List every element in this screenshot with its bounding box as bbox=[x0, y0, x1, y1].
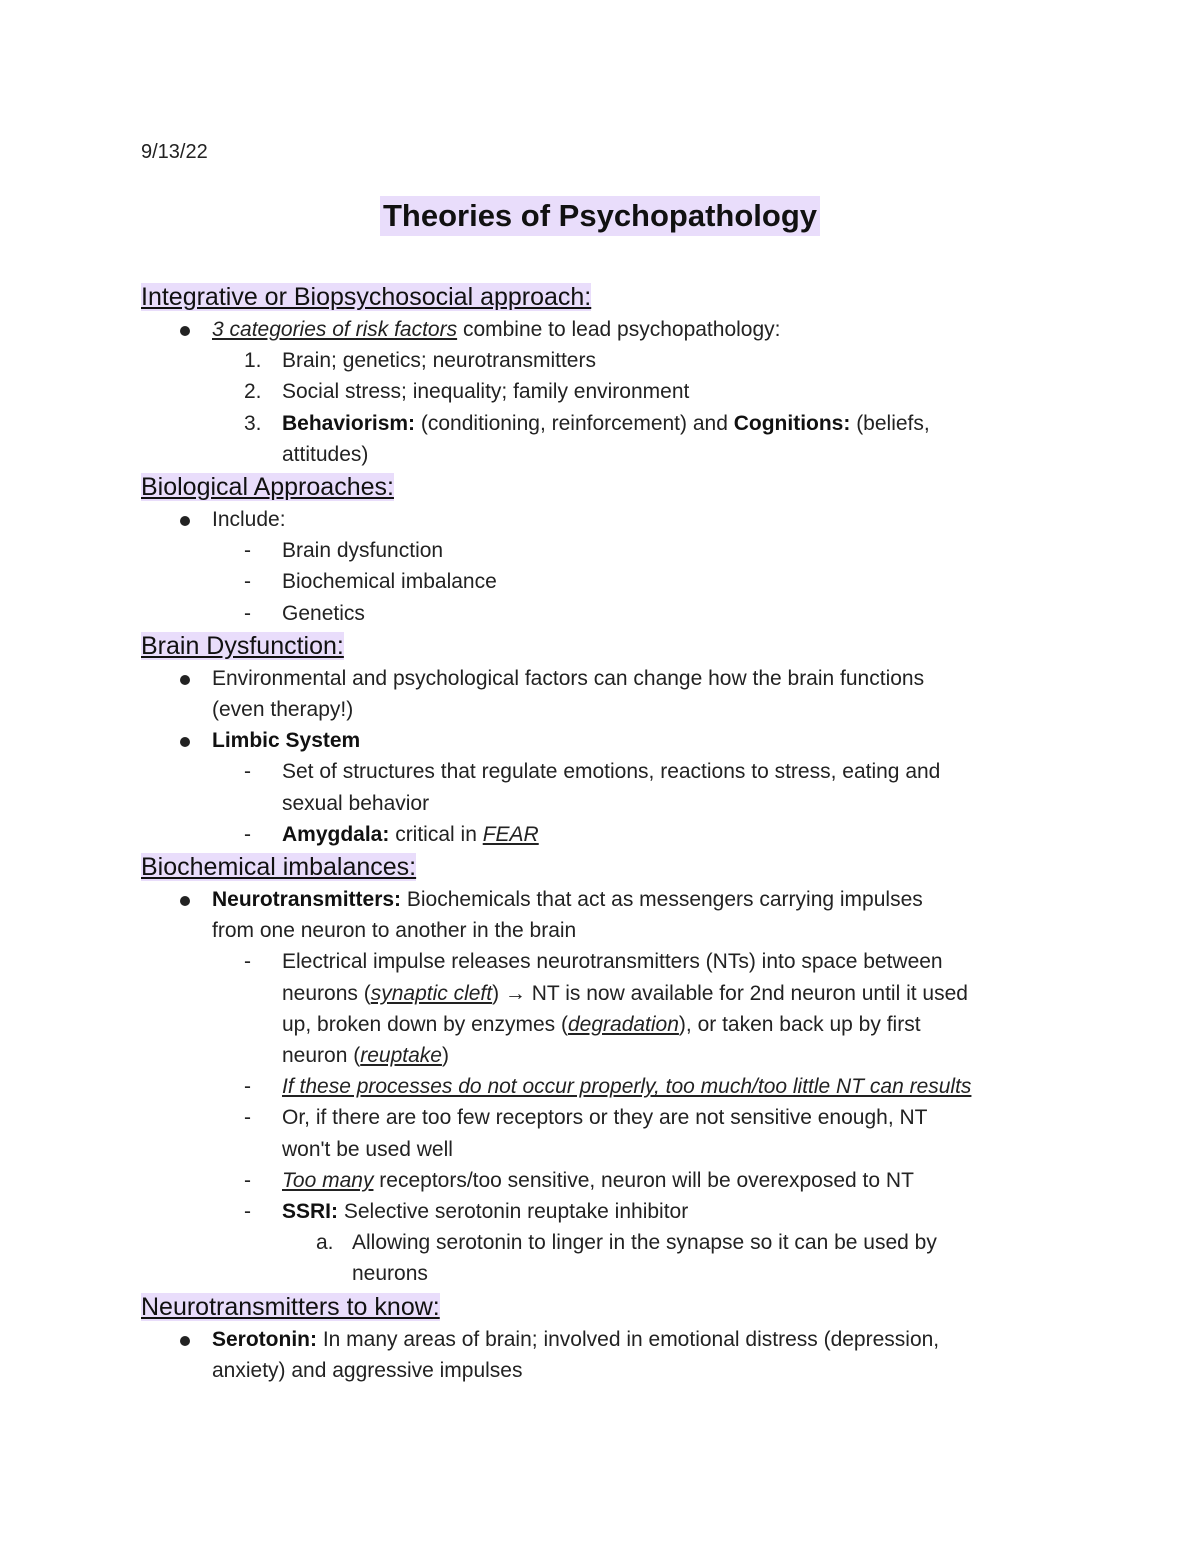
bullet-icon bbox=[180, 675, 190, 685]
dash-item-continuation: neuron (reuptake) bbox=[282, 1044, 449, 1068]
dash-marker: - bbox=[244, 1200, 251, 1224]
list-item-continuation: from one neuron to another in the brain bbox=[212, 919, 577, 943]
notes-body bbox=[141, 280, 1071, 1386]
emphasis-text: Too many bbox=[282, 1168, 374, 1192]
emphasis-text: 3 categories of risk factors bbox=[212, 318, 458, 341]
page-title: Theories of Psychopathology bbox=[380, 196, 820, 236]
emphasis-text: If these processes do not occur properly, too much/too little NT can results bbox=[282, 1075, 972, 1099]
heading-integrative: Integrative or Biopsychosocial approach: bbox=[141, 283, 592, 311]
dash-marker: - bbox=[244, 601, 251, 625]
letter-marker: a. bbox=[316, 1231, 334, 1255]
dash-item: - Amygdala: critical in FEAR bbox=[141, 819, 1071, 850]
dash-item: - Electrical impulse releases neurotransmitters (NTs) into space between bbox=[141, 946, 1071, 977]
dash-item-continuation: won't be used well bbox=[282, 1137, 453, 1161]
dash-item-continuation: up, broken down by enzymes (degradation), or taken back up by first bbox=[282, 1012, 921, 1036]
numbered-item: 2. Social stress; inequality; family environment bbox=[141, 376, 1071, 407]
number-marker: 1. bbox=[244, 349, 262, 373]
dash-marker: - bbox=[244, 1106, 251, 1130]
numbered-item: 1. Brain; genetics; neurotransmitters bbox=[141, 345, 1071, 376]
numbered-item: 3. Behaviorism: (conditioning, reinforcement) and Cognitions: (beliefs, bbox=[141, 408, 1071, 439]
heading-brain-dysfunction: Brain Dysfunction: bbox=[141, 631, 344, 660]
emphasis-text: degradation bbox=[567, 1012, 679, 1036]
dash-marker: - bbox=[244, 1075, 251, 1099]
dash-item: - SSRI: Selective serotonin reuptake inhibitor bbox=[141, 1196, 1071, 1227]
dash-marker: - bbox=[244, 760, 251, 784]
bullet-icon bbox=[180, 737, 190, 747]
emphasis-text: FEAR bbox=[482, 822, 539, 846]
dash-marker: - bbox=[244, 570, 251, 594]
list-item: Serotonin: In many areas of brain; involved in emotional distress (depression, bbox=[141, 1324, 1071, 1355]
dash-item-continuation: sexual behavior bbox=[282, 791, 430, 815]
list-item-continuation: (even therapy!) bbox=[212, 698, 354, 722]
numbered-item-continuation: attitudes) bbox=[282, 442, 369, 466]
heading-biological: Biological Approaches: bbox=[141, 473, 394, 502]
dash-item: - Brain dysfunction bbox=[141, 535, 1071, 566]
list-item: Neurotransmitters: Biochemicals that act as messengers carrying impulses bbox=[141, 884, 1071, 915]
list-item: 3 categories of risk factors combine to lead psychopathology: bbox=[141, 314, 1071, 345]
bullet-icon bbox=[180, 896, 190, 906]
dash-item: - Or, if there are too few receptors or they are not sensitive enough, NT bbox=[141, 1102, 1071, 1133]
dash-marker: - bbox=[244, 1168, 251, 1192]
lettered-item-continuation: neurons bbox=[352, 1262, 428, 1286]
bullet-icon bbox=[180, 516, 190, 526]
number-marker: 3. bbox=[244, 411, 262, 435]
bullet-icon bbox=[180, 326, 190, 336]
dash-item: - Biochemical imbalance bbox=[141, 566, 1071, 597]
dash-marker: - bbox=[244, 822, 251, 846]
title-wrapper bbox=[0, 196, 1200, 236]
dash-item-continuation: neurons (synaptic cleft) → NT is now available for 2nd neuron until it used bbox=[282, 981, 968, 1005]
dash-item: - Set of structures that regulate emotions, reactions to stress, eating and bbox=[141, 756, 1071, 787]
number-marker: 2. bbox=[244, 380, 262, 404]
dash-marker: - bbox=[244, 950, 251, 974]
list-item: Limbic System bbox=[141, 725, 1071, 756]
heading-biochemical: Biochemical imbalances: bbox=[141, 853, 417, 882]
emphasis-text: synaptic cleft bbox=[370, 981, 493, 1005]
bullet-icon bbox=[180, 1336, 190, 1346]
dash-item bbox=[141, 1071, 1071, 1102]
list-item: Environmental and psychological factors can change how the brain functions bbox=[141, 663, 1071, 694]
date-text: 9/13/22 bbox=[141, 141, 208, 163]
emphasis-text: reuptake bbox=[360, 1044, 442, 1068]
dash-item: - Genetics bbox=[141, 598, 1071, 629]
heading-neurotransmitters: Neurotransmitters to know: bbox=[141, 1292, 440, 1321]
dash-item: - Too many receptors/too sensitive, neuron will be overexposed to NT bbox=[141, 1165, 1071, 1196]
dash-marker: - bbox=[244, 539, 251, 563]
list-item-continuation: anxiety) and aggressive impulses bbox=[212, 1358, 523, 1382]
lettered-item: a. Allowing serotonin to linger in the synapse so it can be used by bbox=[141, 1227, 1071, 1258]
list-item: Include: bbox=[141, 504, 1071, 535]
